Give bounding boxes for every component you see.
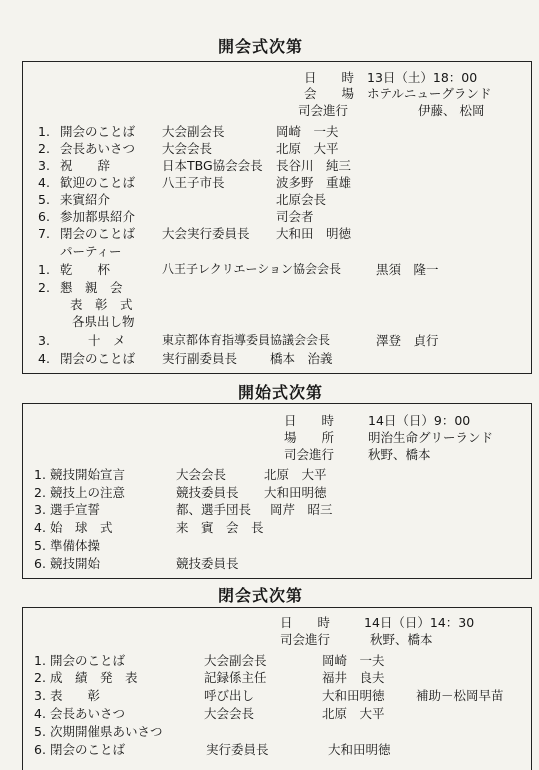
start-item-4-no: 4. (34, 520, 46, 535)
closing-item-2-title: 成 績 発 表 (50, 670, 138, 685)
opening-item-7-no: 7. (38, 226, 50, 241)
start-item-1-person: 北原 大平 (264, 467, 327, 482)
party-label: パーティー (60, 244, 122, 259)
start-item-3-title: 選手宣誓 (50, 502, 101, 517)
opening-item-2-person: 北原 大平 (276, 141, 339, 156)
opening-item-4-role: 八王子市長 (162, 175, 225, 190)
start-item-5-no: 5. (34, 538, 46, 553)
opening-item-1-role: 大会副会長 (162, 124, 225, 139)
closing-item-3-title: 表 彰 (50, 688, 101, 703)
start-item-4-role: 来 賓 会 長 (176, 520, 264, 535)
closing-item-4-person: 北原 大平 (322, 706, 385, 721)
opening-item-1-person: 岡崎 一夫 (276, 124, 339, 139)
start-item-3-person: 岡芹 昭三 (270, 502, 333, 517)
start-item-6-no: 6. (34, 556, 46, 571)
start-title: 開始式次第 (238, 383, 324, 402)
closing-item-4-role: 大会会長 (204, 706, 255, 721)
opening-item-4-title: 歓迎のことば (60, 175, 136, 190)
opening-item-3-no: 3. (38, 158, 50, 173)
party-item-4-person: 橋本 治義 (270, 351, 333, 366)
closing-item-2-person: 福井 良夫 (322, 670, 385, 685)
closing-item-5-no: 5. (34, 724, 46, 739)
closing-item-1-no: 1. (34, 653, 46, 668)
start-item-5-title: 準備体操 (50, 538, 101, 553)
closing-mc-label: 司会進行 (280, 632, 331, 647)
party-item-4-role: 実行副委員長 (162, 351, 238, 366)
opening-item-7-role: 大会実行委員長 (162, 226, 250, 241)
start-item-2-role: 競技委員長 (176, 485, 239, 500)
start-item-2-title: 競技上の注意 (50, 485, 126, 500)
start-item-6-role: 競技委員長 (176, 556, 239, 571)
opening-date-value: 13日（土）18：00 (367, 70, 478, 85)
party-item-3-no: 3. (38, 333, 50, 348)
closing-item-4-title: 会長あいさつ (50, 706, 126, 721)
opening-item-6-person: 司会者 (276, 209, 314, 224)
closing-item-3-person: 大和田明徳 (322, 688, 385, 703)
opening-venue-value: ホテルニューグランド (367, 86, 492, 101)
closing-date-label: 日 時 (280, 615, 331, 630)
start-date-value: 14日（日）9：00 (368, 413, 471, 428)
closing-item-1-role: 大会副会長 (204, 653, 267, 668)
party-item-4-no: 4. (38, 351, 50, 366)
opening-item-4-person: 波多野 重雄 (276, 175, 352, 190)
start-mc-label: 司会進行 (284, 447, 335, 462)
start-item-1-role: 大会会長 (176, 467, 227, 482)
opening-item-5-person: 北原会長 (276, 192, 327, 207)
opening-mc-value: 伊藤、 松岡 (418, 103, 485, 118)
party-item-4-title: 閉会のことば (60, 351, 136, 366)
opening-title: 開会式次第 (218, 37, 304, 56)
opening-item-3-role: 日本TBG協会会長 (162, 158, 263, 173)
party-item-1-no: 1. (38, 262, 50, 277)
opening-item-2-role: 大会会長 (162, 141, 213, 156)
closing-item-5-title: 次期開催県あいさつ (50, 724, 163, 739)
closing-item-1-person: 岡崎 一夫 (322, 653, 385, 668)
start-item-6-title: 競技開始 (50, 556, 101, 571)
closing-item-3-no: 3. (34, 688, 46, 703)
closing-item-1-title: 開会のことば (50, 653, 126, 668)
start-item-3-role: 都、選手団長 (176, 502, 252, 517)
closing-date-value: 14日（日）14：30 (364, 615, 475, 630)
opening-item-1-title: 開会のことば (60, 124, 136, 139)
start-item-3-no: 3. (34, 502, 46, 517)
start-date-label: 日 時 (284, 413, 335, 428)
opening-venue-label: 会 場 (304, 86, 355, 101)
closing-item-6-person: 大和田明徳 (328, 742, 391, 757)
closing-item-6-title: 閉会のことば (50, 742, 126, 757)
closing-item-2-no: 2. (34, 670, 46, 685)
party-item-3-person: 澤登 貞行 (376, 333, 439, 348)
opening-item-5-title: 来賓紹介 (60, 192, 111, 207)
opening-mc-label: 司会進行 (298, 103, 349, 118)
opening-item-7-person: 大和田 明徳 (276, 226, 352, 241)
start-item-1-no: 1. (34, 467, 46, 482)
party-item-2-title: 懇 親 会 (60, 280, 123, 295)
opening-item-5-no: 5. (38, 192, 50, 207)
opening-item-4-no: 4. (38, 175, 50, 190)
closing-item-3-assist: 補助－松岡早苗 (416, 688, 504, 703)
party-item-3-role: 東京都体育指導委員協議会会長 (162, 333, 331, 347)
start-item-4-title: 始 球 式 (50, 520, 113, 535)
opening-item-2-title: 会長あいさつ (60, 141, 136, 156)
closing-item-3-role: 呼び出し (204, 688, 255, 703)
opening-item-2-no: 2. (38, 141, 50, 156)
closing-mc-value: 秋野、橋本 (370, 632, 433, 647)
opening-item-7-title: 閉会のことば (60, 226, 136, 241)
opening-item-3-title: 祝 辞 (60, 158, 111, 173)
party-item-1-person: 黒須 隆一 (376, 262, 439, 277)
party-item-2c-title: 各県出し物 (72, 314, 135, 329)
opening-item-6-title: 参加都県紹介 (60, 209, 136, 224)
closing-item-4-no: 4. (34, 706, 46, 721)
opening-item-3-person: 長谷川 純三 (276, 158, 352, 173)
closing-title: 閉会式次第 (218, 586, 304, 605)
start-item-2-person: 大和田明徳 (264, 485, 327, 500)
closing-item-6-role: 実行委員長 (206, 742, 269, 757)
start-item-2-no: 2. (34, 485, 46, 500)
opening-item-6-no: 6. (38, 209, 50, 224)
party-item-2b-title: 表 彰 式 (70, 297, 133, 312)
opening-item-1-no: 1. (38, 124, 50, 139)
party-item-2-no: 2. (38, 280, 50, 295)
party-item-3-title: 十 メ (88, 333, 126, 348)
party-item-1-title: 乾 杯 (60, 262, 111, 277)
start-item-1-title: 競技開始宣言 (50, 467, 126, 482)
party-item-1-role: 八王子レクリエーション協会会長 (162, 262, 342, 276)
closing-item-2-role: 記録係主任 (204, 670, 267, 685)
start-place-label: 場 所 (284, 430, 335, 445)
closing-item-6-no: 6. (34, 742, 46, 757)
start-place-value: 明治生命グリーランド (368, 430, 494, 445)
opening-date-label: 日 時 (304, 70, 355, 85)
start-mc-value: 秋野、橋本 (368, 447, 431, 462)
